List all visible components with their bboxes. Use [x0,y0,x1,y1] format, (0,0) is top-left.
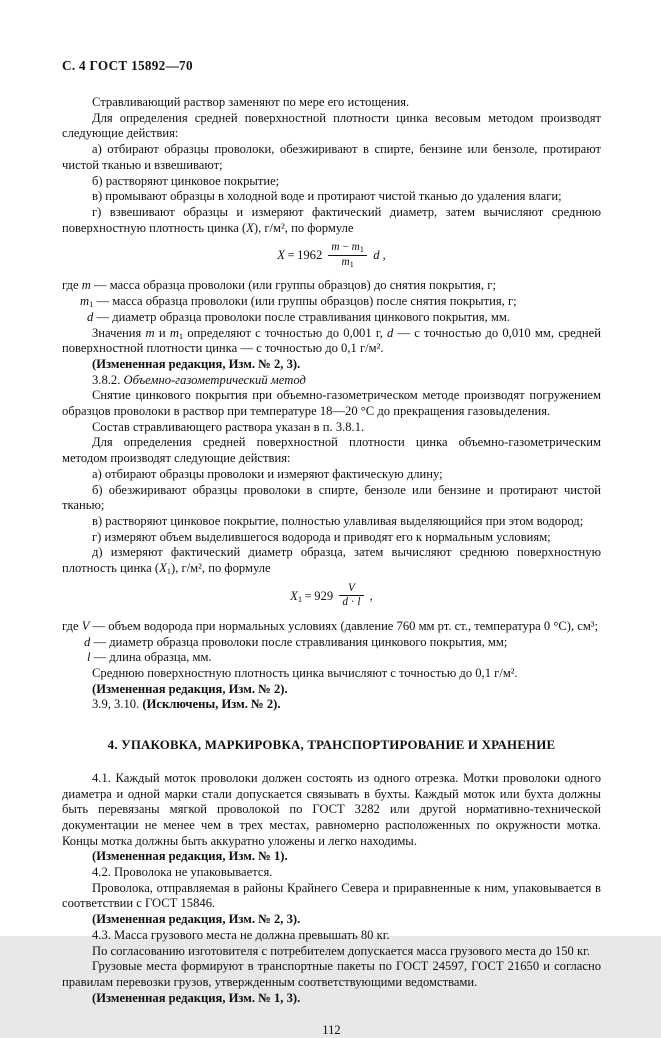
paragraph [62,944,601,960]
text-run: определяют с точностью до 0,001 г, [183,325,387,340]
paragraph [62,530,601,546]
text-run: Среднюю поверхностную плотность цинка вычисляют с точностью до 0,1 г/м². [92,665,518,680]
page-header: С. 4 ГОСТ 15892—70 [62,58,193,73]
text-run: Значения [92,325,146,340]
paragraph [62,373,601,389]
text-run: где [62,618,82,633]
text-run: — масса образца проволоки (или группы образцов) после снятия покрытия, г; [93,294,517,309]
text-run: — масса образца проволоки (или группы образцов) до снятия покрытия, г; [90,278,496,293]
text-run: X [290,588,298,603]
text-run: в) растворяют цинковое покрытие, полностью улавливая выделяющийся при этом водород; [92,513,584,528]
text-run: 4.2. Проволока не упаковывается. [92,865,273,880]
formula [62,242,601,270]
text-run: — объем водорода при нормальных условиях (давление 760 мм рт. ст., температура 0 °С), см³; [89,618,599,633]
text-run: m [169,325,179,340]
text-run: (Исключены, Изм. № 2). [142,697,281,712]
text-run: д) измеряют фактический диаметр образца, затем вычисляют среднюю поверхностную плотность цинка ( [62,545,601,576]
formula-part [370,248,386,262]
formula-part [277,248,325,262]
paragraph [62,189,601,205]
text-run: в) промывают образцы в холодной воде и протирают чистой тканью до удаления влаги; [92,189,562,204]
text-run: − [339,241,352,254]
paragraph [62,420,601,436]
text-run: 1 [349,258,354,269]
edit-note [62,849,601,865]
text-run: Состав стравливающего раствора указан в п. 3.8.1. [92,419,365,434]
text-run: г) взвешивают образцы и измеряют фактический диаметр, затем вычисляют среднюю поверхностную плотность цинка ( [62,204,601,235]
text-run: m [81,278,91,293]
text-run: г) измеряют объем выделившегося водорода и приводят его к нормальным условиям; [92,529,551,544]
text-run: d [84,634,91,649]
text-run: Грузовые места формируют в транспортные пакеты по ГОСТ 24597, ГОСТ 21650 и согласно правилам перевозки грузов, утвержденным соответствующими ведомствами. [62,959,601,989]
text-run: 4. УПАКОВКА, МАРКИРОВКА, ТРАНСПОРТИРОВАНИЕ И ХРАНЕНИЕ [107,738,556,753]
text-run: m [351,241,360,254]
text-run: X [277,248,285,263]
text-run: V [81,618,90,633]
text-run: где [62,278,82,293]
fraction-denominator [339,595,363,610]
edit-note [62,682,601,698]
text-run: l [357,596,361,609]
text-run: V [347,581,355,594]
text-run: , [379,248,386,263]
text-run: и [154,325,170,340]
text-run: 3.8.2. [92,372,124,387]
text-run: — с точностью до 0,010 мм, средней поверхностной плотности цинка — с точностью до 0,1 г/м². [62,325,601,356]
section-heading [62,738,601,754]
text-run: 1 [297,593,303,604]
paragraph [62,545,601,576]
text-run: m [341,255,350,268]
edit-note [62,991,601,1007]
text-run: а) отбирают образцы проволоки, обезжиривают в спирте, бензине или бензоле, протирают чистой тканью и взвешивают; [62,142,601,172]
text-run: (Измененная редакция, Изм. № 1, 3). [92,990,301,1005]
text-run: = 1962 [284,248,326,263]
text-run: Снятие цинкового покрытия при объемно-газометрическом методе производят погружением образцов проволоки в раствор при температуре 18—20 °С до прекращения газовыделения. [62,388,601,419]
page-number: 112 [322,1023,341,1038]
fraction [339,582,363,610]
text-run: d [386,325,394,340]
text-run: , [366,588,373,603]
paragraph [62,111,601,142]
fraction [328,241,367,269]
text-run: 1 [178,330,184,341]
paragraph [62,388,601,419]
text-run: Для определения средней поверхностной плотности цинка объемно-газометрическим методом производят следующие действия: [62,435,601,466]
text-run: l [87,650,91,665]
text-run: По согласованию изготовителя с потребителем допускается масса грузового места до 150 кг. [92,943,591,958]
text-run: 1 [166,566,172,577]
fraction-numerator [339,582,363,596]
paragraph [62,771,601,850]
text-run: — диаметр образца проволоки после стравливания цинкового покрытия, мм; [90,634,508,649]
formula-part [290,589,336,603]
text-run: · [347,596,358,609]
text-run: X [159,561,167,576]
text-run: (Измененная редакция, Изм. № 1). [92,849,288,864]
paragraph [62,928,601,944]
text-run: 3.9, 3.10. [92,697,143,712]
text-run: б) растворяют цинковое покрытие; [92,173,280,188]
paragraph [62,483,601,514]
paragraph [62,326,601,357]
paragraph [62,514,601,530]
text-run: — диаметр образца проволоки после стравливания цинкового покрытия, мм. [93,309,511,324]
text-run: Проволока, отправляемая в районы Крайнего Севера и приравненные к ним, упаковывается в соответствии с ГОСТ 15846. [62,880,601,911]
text-run: (Измененная редакция, Изм. № 2). [92,681,288,696]
text-run: d [342,596,348,609]
text-run: а) отбирают образцы проволоки и измеряют фактическую длину; [92,466,443,481]
paragraph [62,142,601,173]
text-run: ), г/м², по формуле [171,561,271,576]
definition-line [87,650,601,666]
paragraph [62,959,601,990]
text-run: (Измененная редакция, Изм. № 2, 3). [92,356,301,371]
text-run: d [373,248,380,263]
text-run: Для определения средней поверхностной плотности цинка весовым методом производят следующие действия: [62,110,601,141]
fraction-numerator [328,241,367,255]
text-run: m [331,241,340,254]
text-run: Стравливающий раствор заменяют по мере его истощения. [92,95,410,109]
formula [62,583,601,611]
text-run: X [246,220,254,235]
definition-line [80,294,601,310]
edit-note [62,357,601,373]
text-run: 1 [359,244,365,255]
text-run: ), г/м², по формуле [253,220,354,235]
text-run: m [145,325,155,340]
definition-line [84,635,601,651]
text-run: б) обезжиривают образцы проволоки в спирте, бензоле или бензине и протирают чистой тканью; [62,482,601,513]
text-run: m [80,294,90,309]
text-run: 1 [89,299,94,310]
paragraph [62,881,601,912]
paragraph [62,174,601,190]
text-run: d [87,309,94,324]
text-run: = 929 [302,588,337,603]
text-run: Объемно-газометрический метод [123,372,306,387]
text-run: 4.1. Каждый моток проволоки должен состоять из одного отрезка. Мотки проволоки одного диаметра и одной марки стали допускается связывать в бухты. Каждый моток или бухта должны быть перевязаны мягкой проволокой по ГОСТ 3282 или другой нормативно-технической документации не менее чем в трех местах, равномерно расположенных по окружности мотка. Концы мотка должны быть аккуратно уложены и легко находимы. [62,770,601,848]
definition-line [62,278,601,294]
paragraph [62,865,601,881]
fraction-denominator [328,255,367,270]
definition-line [87,310,601,326]
paragraph [62,666,601,682]
text-run: (Измененная редакция, Изм. № 2, 3). [92,912,301,927]
definition-line [62,619,601,635]
paragraph [62,467,601,483]
paragraph [62,697,601,713]
paragraph [62,205,601,236]
paragraph [62,95,601,111]
formula-part [367,589,373,603]
document-body [62,95,601,1006]
paragraph [62,435,601,466]
text-run: — длина образца, мм. [90,650,212,665]
text-run: 4.3. Масса грузового места не должна превышать 80 кг. [92,927,390,942]
edit-note [62,912,601,928]
